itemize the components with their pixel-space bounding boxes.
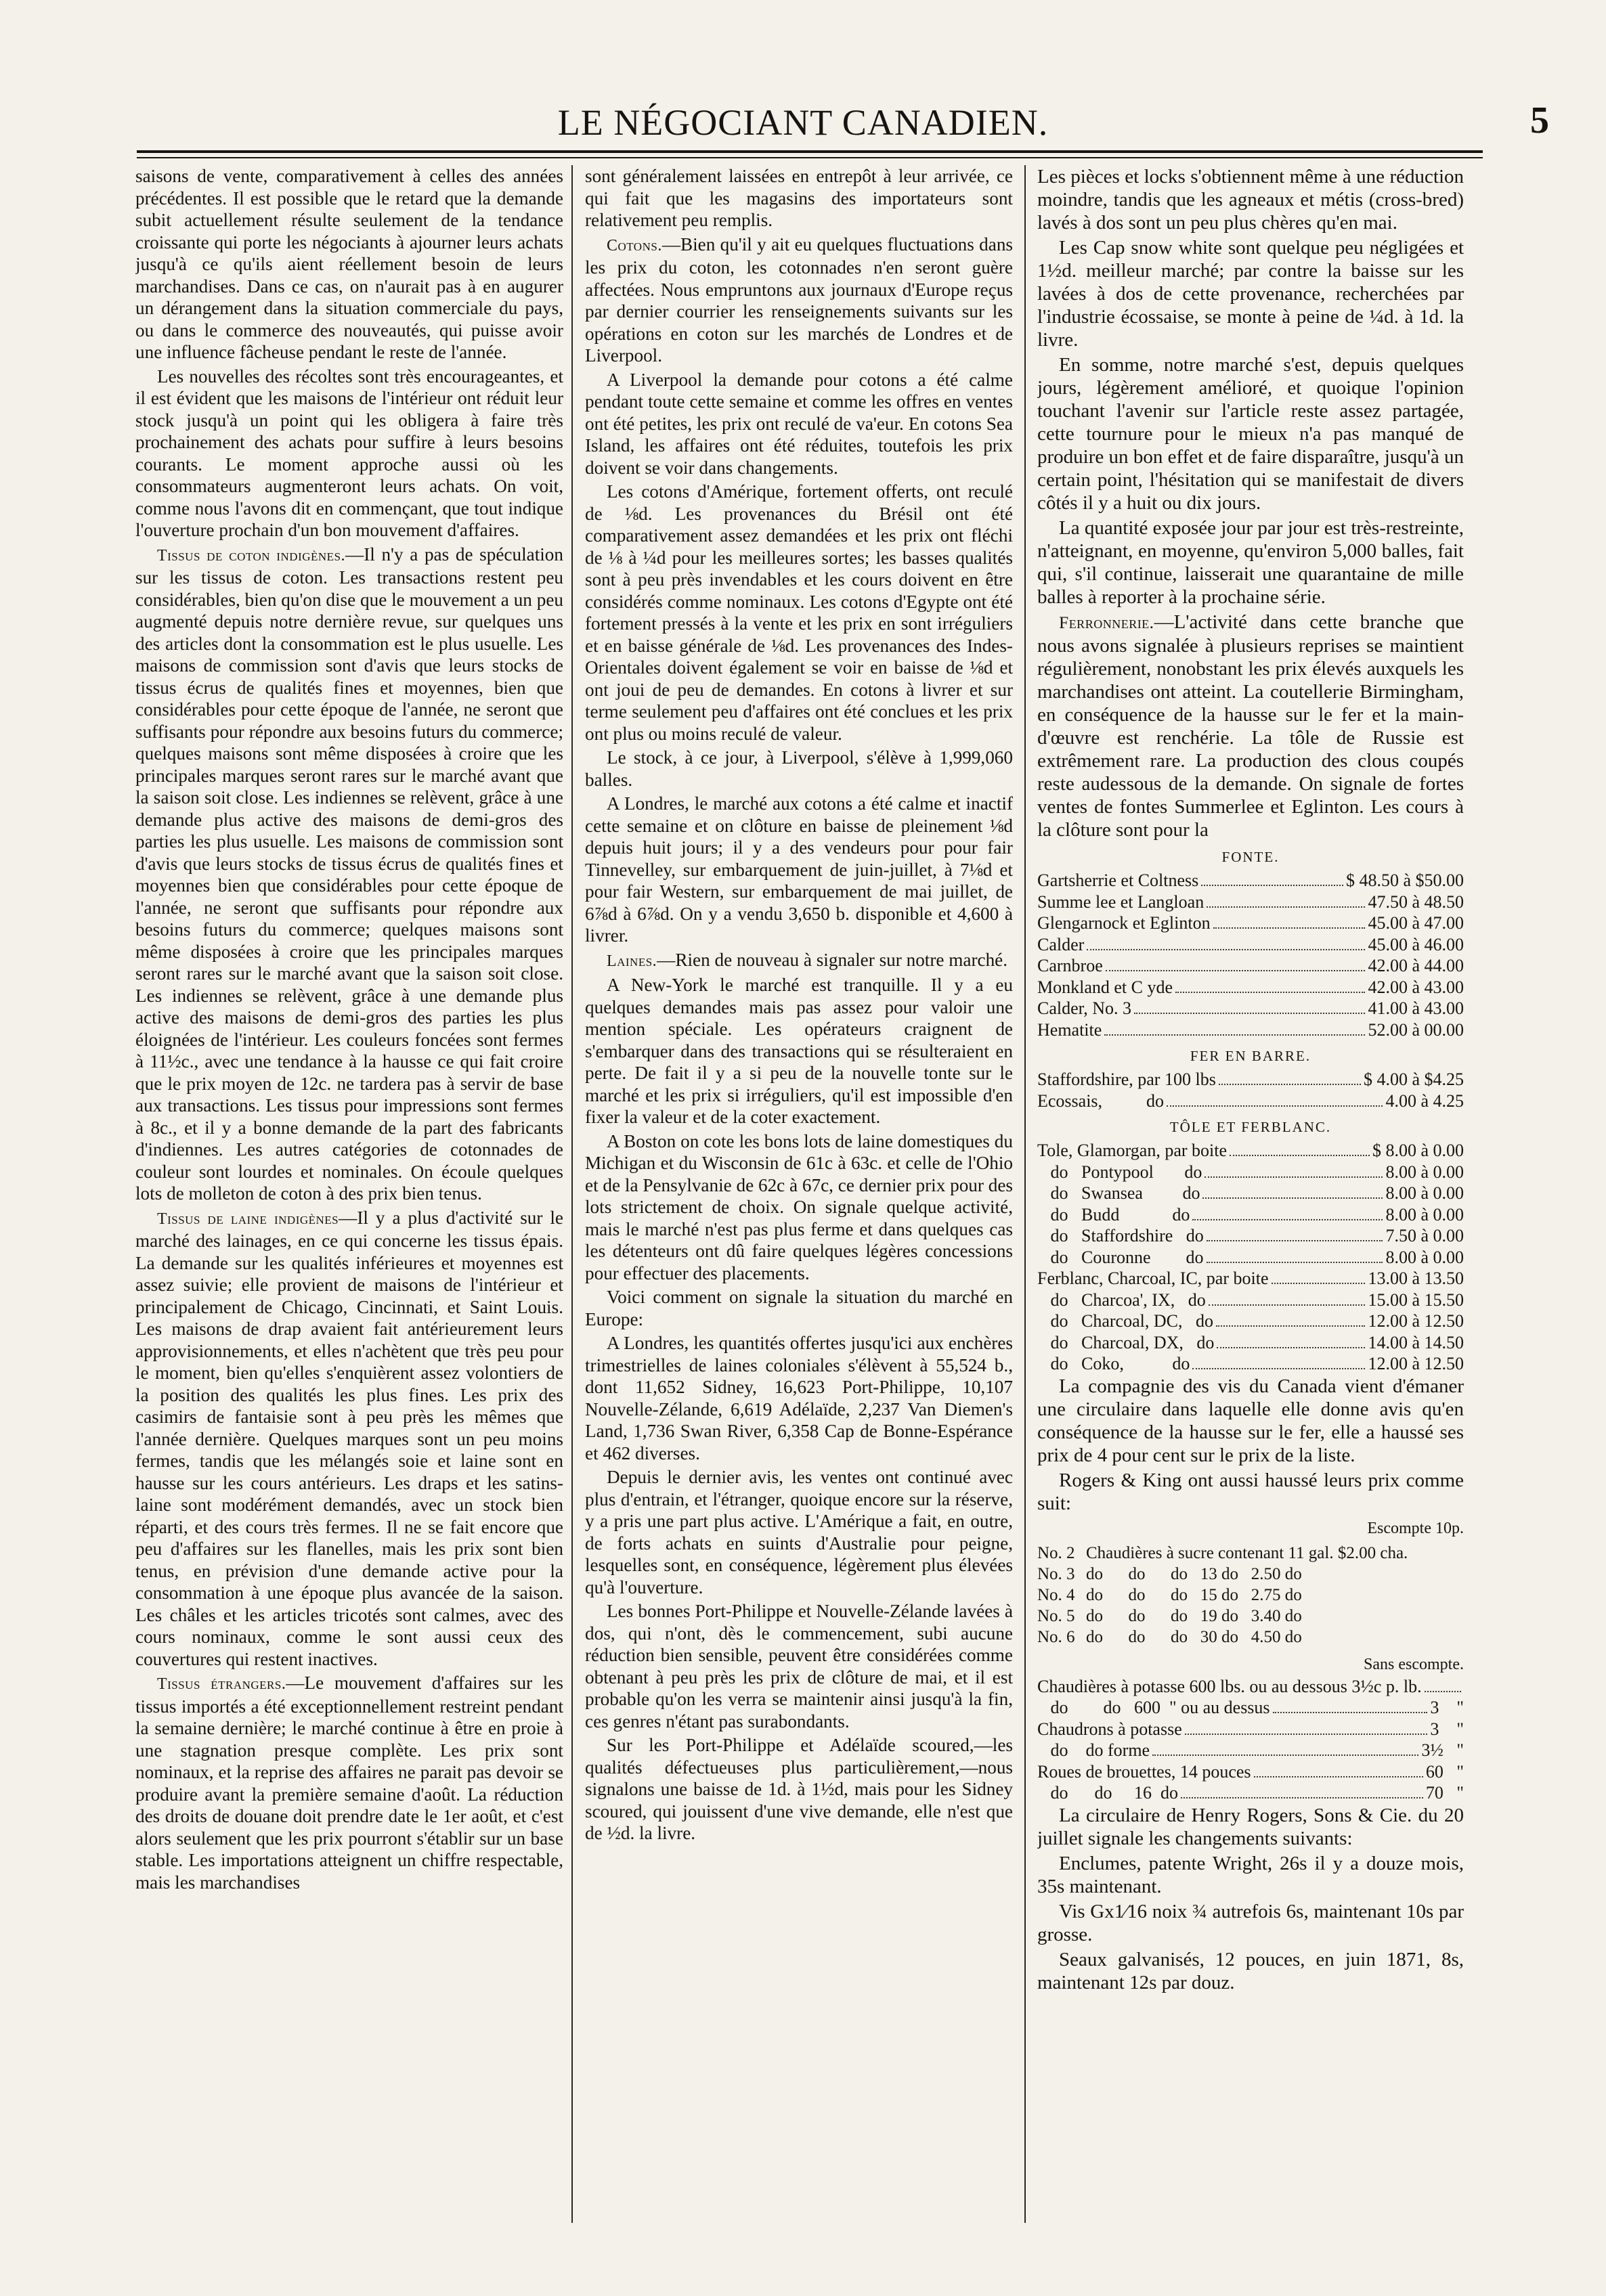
price-item-value: 12.00 à 12.50	[1368, 1311, 1464, 1331]
paragraph: Vis Gx1⁄16 noix ¾ autrefois 6s, maintenant 10s par grosse.	[1037, 1900, 1464, 1945]
paragraph-text: —Bien qu'il y ait eu quelques fluctuations dans les prix du coton, les cotonnades n'en seront guère affectées. Nous empruntons aux journaux d'Europe reçus par dernier courrier les renseignements suivants sur les opérations en coton sur les marchés de Londres et de Liverpool.	[585, 234, 1013, 366]
paragraph-text: —Rien de nouveau à signaler sur notre marché.	[657, 949, 1008, 970]
price-row	[1037, 998, 1464, 1019]
dot-leader	[1152, 1754, 1418, 1756]
paragraph: Les cotons d'Amérique, fortement offerts, ont reculé de ⅛d. Les provenances du Brésil ont été comparativement assez demandées et les prix ont fléchi de ⅛ à ¼d pour les meilleures sortes; les basses qualités sont à peu près invendables et les cours doivent en être considérés comme nominaux. Les cotons d'Egypte ont été fortement pressés à la vente et les prix en sont irréguliers et en baisse générale de ⅛d. Les provenances des Indes-Orientales doivent également se voir en baisse de ⅛d et ont joui de peu de demandes. En cotons à livrer et sur terme seulement peu d'affaires ont été conclues et les prix ont plus ou moins reculé de valeur.	[585, 481, 1013, 744]
price-row	[1037, 977, 1464, 998]
schedule-row	[1037, 1627, 1464, 1648]
price-item-name: Summe lee et Langloan	[1037, 891, 1204, 912]
paragraph: Seaux galvanisés, 12 pouces, en juin 1871, 8s, maintenant 12s par douz.	[1037, 1948, 1464, 1993]
price-item-value: 3 "	[1430, 1719, 1464, 1739]
paragraph: Le stock, à ce jour, à Liverpool, s'élève à 1,999,060 balles.	[585, 747, 1013, 790]
column-middle	[585, 165, 1013, 2223]
paragraph: A New-York le marché est tranquille. Il y a eu quelques demandes mais pas assez pour valoir une mention spéciale. Les opérateurs craignent de s'embarquer dans des transactions qui se résulteraient en perte. De fait il y a si peu de la nouvelle tonte sur le marché et les prix si irréguliers, qu'il est impossible d'en fixer la valeur et de la coter exactement.	[585, 975, 1013, 1127]
schedule-text: do do do 15 do 2.75 do	[1086, 1585, 1302, 1604]
price-row	[1037, 1090, 1464, 1112]
price-table-fer	[1037, 1069, 1464, 1111]
dot-leader	[1192, 1219, 1383, 1220]
price-item-value: $ 48.50 à $50.00	[1345, 870, 1464, 890]
price-item-value: 8.00 à 0.00	[1385, 1183, 1464, 1203]
dot-leader	[1207, 1262, 1383, 1263]
price-item-value: 45.00 à 46.00	[1368, 934, 1464, 954]
no-discount-note: Sans escompte.	[1364, 1655, 1464, 1673]
paragraph: La compagnie des vis du Canada vient d'émaner une circulaire dans laquelle elle donne avis qu'en conséquence de la hausse sur le fer, elle a haussé ses prix de 4 pour cent sur le prix de la liste.	[1037, 1375, 1464, 1466]
column-divider	[1024, 165, 1026, 2223]
price-item-value: 8.00 à 0.00	[1385, 1204, 1464, 1224]
dot-leader	[1087, 949, 1365, 950]
price-item-value: 14.00 à 14.50	[1368, 1332, 1464, 1352]
dot-leader	[1425, 1691, 1461, 1692]
price-item-name: Monkland et C yde	[1037, 977, 1173, 997]
section-heading: Tissus étrangers.	[157, 1675, 286, 1693]
price-item-value: 60 "	[1425, 1761, 1464, 1782]
dot-leader	[1213, 927, 1366, 929]
section-heading: Laines.	[607, 952, 657, 970]
schedule-number: No. 3	[1037, 1564, 1075, 1583]
price-item-name: do Charcoa', IX, do	[1037, 1289, 1206, 1310]
paragraph-cotton	[585, 234, 1013, 367]
paragraph-text: —Il n'y a pas de spéculation sur les tissus de coton. Les transactions restent peu considérables, bien qu'on dise que le mouvement a un peu augmenté depuis notre dernière revue, sur quelques uns des articles dont la consommation est le plus usuelle. Les maisons de commission sont d'avis que leurs stocks de tissus écrus de qualités fines et moyennes, bien que considérables pour cette époque de l'année, ne seront que suffisants pour répondre aux besoins futurs du commerce; quelques maisons sont même disposées à croire que les principales marques seront rares sur le marché avant que la saison soit close. Les indiennes se relèvent, grâce à une demande plus active des maisons de demi-gros des parties les plus usuelle. Les maisons de commission sont d'avis que leurs stocks de tissus écrus de qualités fines et moyennes bien que considérables pour cette époque de l'année, ne seront que suffisants pour répondre aux besoins futurs du commerce; quelques maisons sont même disposées à croire que les principales marques seront rares sur le marché avant que la saison soit close. Les indiennes se relèvent, grâce à une demande plus active des maisons de demi-gros des parties les plus éloignées de l'intérieur. Les couleurs foncées sont fermes à 11½c., avec une tendance à la hausse ce qui fait croire que le prix moyen de 12c. ne tardera pas à servir de base aux transactions. Les tissus pour impressions sont fermes à 8c., et il y a bonne demande de la part des fabricants d'indiennes. Les autres catégories de cotonnades de couleur sont lourdes et nominales. On écoule quelques lots de molleton de coton à des prix bien tenus.	[135, 544, 563, 1204]
dot-leader	[1272, 1283, 1366, 1284]
schedule-text: Chaudières à sucre contenant 11 gal. $2.00 cha.	[1086, 1543, 1408, 1562]
price-item-name: Chaudières à potasse 600 lbs. ou au dessous 3½c p. lb.	[1037, 1676, 1422, 1696]
section-heading: Tissus de laine indigènes	[157, 1210, 339, 1228]
dot-leader	[1185, 1734, 1428, 1735]
schedule-number: No. 6	[1037, 1627, 1075, 1646]
price-item-name: do Charcoal, DC, do	[1037, 1311, 1213, 1331]
paragraph-wool	[585, 949, 1013, 973]
paragraph: Les bonnes Port-Philippe et Nouvelle-Zélande lavées à dos, qui n'ont, dès le commencement, subi aucune réduction bien sensible, peuvent être considérées comme obtenant à peu près les prix de clôture de mai, et il est probable qu'on les verra se maintenir ainsi jusqu'à la fin, ces genres n'étant pas surabondants.	[585, 1601, 1013, 1731]
dot-leader	[1207, 1240, 1383, 1241]
paragraph-wool-textiles	[135, 1207, 563, 1671]
paragraph-hardware	[1037, 611, 1464, 841]
price-row	[1037, 1247, 1464, 1268]
price-item-value: $ 8.00 à 0.00	[1372, 1141, 1464, 1160]
price-item-name: do Pontypool do	[1037, 1162, 1202, 1182]
price-item-value: 70 "	[1425, 1783, 1464, 1803]
price-item-value: 4.00 à 4.25	[1385, 1090, 1464, 1111]
paragraph: En somme, notre marché s'est, depuis quelques jours, légèrement amélioré, et quoique l'opinion touchant l'avenir sur l'article reste assez partagée, cette tournure pour le mieux n'a pas manqué de produire un bon effet et de faire disparaître, jusqu'à un certain point, l'hésitation qui se manifestait de divers côtés il y a huit ou dix jours.	[1037, 354, 1464, 514]
price-row	[1037, 1069, 1464, 1090]
price-item-value: 12.00 à 12.50	[1368, 1354, 1464, 1373]
price-item-value: 41.00 à 43.00	[1368, 998, 1464, 1018]
price-item-name: do Couronne do	[1037, 1247, 1204, 1267]
price-item-value: 42.00 à 44.00	[1368, 956, 1464, 975]
price-item-name: Hematite	[1037, 1019, 1102, 1040]
price-row	[1037, 1332, 1464, 1354]
price-row	[1037, 1697, 1464, 1719]
table-heading-tole: TÔLE ET FERBLANC.	[1169, 1119, 1332, 1135]
paragraph: A Londres, les quantités offertes jusqu'ici aux enchères trimestrielles de laines coloniales s'élèvent à 55,524 b., dont 11,652 Sidney, 16,623 Port-Philippe, 10,107 Nouvelle-Zélande, 6,619 Adélaïde, 2,237 Van Diemen's Land, 1,736 Swan River, 6,358 Cap de Bonne-Espérance et 462 diverses.	[585, 1333, 1013, 1463]
page-number: 5	[1530, 100, 1549, 141]
paragraph-text: —Le mouvement d'affaires sur les tissus importés a été exceptionnellement restreint pendant la semaine dernière; le marché continue à être en proie à une stagnation presque complète. Les prix sont nominaux, et la reprise des affaires ne parait pas devoir se produire avant la première semaine d'août. La réduction des droits de douane doit prendre date le 1er août, et c'est alors seulement que les prix pourront s'établir sur un base stable. Les importations atteignent un chiffre respectable, mais les marchandises	[135, 1673, 563, 1893]
section-heading: Ferronnerie.	[1059, 613, 1154, 632]
paragraph: A Londres, le marché aux cotons a été calme et inactif cette semaine et on clôture en baisse de pleinement ⅛d depuis huit jours; il y a des vendeurs pour pour fair Tinnevelley, sur embarquement de juin-juillet, à 7⅛d et pour fair Western, sur embarquement de mai juillet, de 6⅞d à 6⅞d. On y a vendu 3,650 b. disponible et 4,600 à livrer.	[585, 793, 1013, 946]
price-item-name: do Budd do	[1037, 1204, 1190, 1224]
dot-leader	[1254, 1776, 1423, 1778]
dot-leader	[1209, 1304, 1366, 1306]
paragraph: Depuis le dernier avis, les ventes ont continué avec plus d'entrain, et l'étranger, quoique encore sur la réserve, y a pris une part plus active. L'Amérique a fait, en outre, de forts achats en suints d'Australie pour peigne, lesquelles sont, en conséquence, légèrement plus élevées qu'à l'ouverture.	[585, 1467, 1013, 1597]
price-item-name: Calder	[1037, 934, 1085, 954]
dot-leader	[1207, 906, 1365, 908]
dot-leader	[1273, 1712, 1428, 1713]
schedule-row	[1037, 1585, 1464, 1606]
price-item-name: do Swansea do	[1037, 1183, 1200, 1203]
price-row	[1037, 1782, 1464, 1804]
price-item-name: Carnbroe	[1037, 956, 1103, 975]
price-item-value: 15.00 à 15.50	[1368, 1289, 1464, 1310]
price-row	[1037, 1676, 1464, 1698]
paragraph: A Boston on cote les bons lots de laine domestiques du Michigan et du Wisconsin de 61c à 63c. et celle de l'Ohio et de la Pensylvanie de 62c à 67c, ce dernier prix pour des lots strictement de choix. On signale quelque activité, mais le marché n'est pas plus ferme et dans quelques cas les détenteurs ont dû faire quelques légères concessions pour effectuer des placements.	[585, 1130, 1013, 1283]
price-item-name: Gartsherrie et Coltness	[1037, 870, 1199, 890]
dot-leader	[1217, 1347, 1365, 1348]
price-item-value: 3½ "	[1421, 1740, 1464, 1760]
price-table-tole	[1037, 1140, 1464, 1375]
paragraph: Les Cap snow white sont quelque peu négligées et 1½d. meilleur marché; par contre la baisse sur les lavées à dos de cette provenance, recherchées par l'industrie écossaise, se monte à peine de ¼d. à 1d. la livre.	[1037, 237, 1464, 351]
schedule-text: do do do 30 do 4.50 do	[1086, 1627, 1302, 1646]
price-item-value: $ 4.00 à $4.25	[1363, 1069, 1464, 1089]
dot-leader	[1230, 1155, 1370, 1156]
price-row	[1037, 1140, 1464, 1162]
schedule-number: No. 5	[1037, 1606, 1075, 1625]
paragraph: La quantité exposée jour par jour est très-restreinte, n'atteignant, en moyenne, qu'environ 5,000 balles, fait qui, s'il continue, laisserait une quarantaine de mille balles à reporter à la prochaine série.	[1037, 517, 1464, 608]
dot-leader	[1219, 1084, 1361, 1085]
paragraph: Les nouvelles des récoltes sont très encourageantes, et il est évident que les maisons de l'intérieur ont réduit leur stock jusqu'à un point qui les obligera à faire très prochainement des achats pour suffire à leurs besoins courants. Le moment approche aussi où les consommateurs augmenteront leurs achats. On voit, comme nous l'avons dit en commençant, que tout indique l'ouverture prochain d'un bon mouvement d'affaires.	[135, 366, 563, 540]
price-table-potash	[1037, 1676, 1464, 1804]
price-row	[1037, 1353, 1464, 1375]
price-row	[1037, 1183, 1464, 1204]
price-item-value: 8.00 à 0.00	[1385, 1247, 1464, 1267]
dot-leader	[1175, 992, 1365, 993]
price-item-value: 13.00 à 13.50	[1368, 1268, 1464, 1288]
price-row	[1037, 934, 1464, 956]
schedule-number: No. 2	[1037, 1543, 1075, 1562]
newspaper-masthead: LE NÉGOCIANT CANADIEN.	[557, 102, 1049, 143]
paragraph-text: —L'activité dans cette branche que nous avons signalée à plusieurs reprises se maintient régulièrement, nonobstant les prix élevés auxquels les marchandises ont atteint. La coutellerie Birmingham, en conséquence de la hausse sur le fer et la main-d'œuvre est renchérie. La tôle de Russie est extrêmement rare. La production des clous coupés reste audessous de la demande. On signale de fortes ventes de fontes Summerlee et Eglinton. Les cours à la clôture sont pour la	[1037, 611, 1464, 841]
price-item-name: Ecossais, do	[1037, 1090, 1165, 1111]
table-heading-fer: FER EN BARRE.	[1190, 1048, 1311, 1064]
price-row	[1037, 1310, 1464, 1332]
dot-leader	[1104, 1034, 1365, 1036]
column-divider	[571, 165, 573, 2223]
price-row	[1037, 1019, 1464, 1041]
schedule-number: No. 4	[1037, 1585, 1075, 1604]
paragraph: Enclumes, patente Wright, 26s il y a douze mois, 35s maintenant.	[1037, 1852, 1464, 1897]
price-item-name: Staffordshire, par 100 lbs	[1037, 1069, 1216, 1089]
price-row	[1037, 1740, 1464, 1761]
dot-leader	[1181, 1797, 1423, 1798]
dot-leader	[1201, 885, 1343, 886]
price-row	[1037, 1204, 1464, 1226]
price-item-value: 42.00 à 43.00	[1368, 977, 1464, 997]
price-row	[1037, 870, 1464, 891]
price-item-value: 3 "	[1430, 1698, 1464, 1717]
dot-leader	[1204, 1176, 1383, 1178]
paragraph: Rogers & King ont aussi haussé leurs prix comme suit:	[1037, 1469, 1464, 1514]
price-schedule-rogers-king	[1037, 1543, 1464, 1648]
dot-leader	[1202, 1197, 1383, 1199]
paragraph: sont généralement laissées en entrepôt à leur arrivée, ce qui fait que les magasins des importateurs sont relativement peu remplis.	[585, 166, 1013, 230]
schedule-row	[1037, 1606, 1464, 1627]
price-row	[1037, 912, 1464, 934]
paragraph: La circulaire de Henry Rogers, Sons & Cie. du 20 juillet signale les changements suivants:	[1037, 1804, 1464, 1849]
price-item-name: do Staffordshire do	[1037, 1226, 1204, 1245]
price-row	[1037, 1268, 1464, 1289]
schedule-text: do do do 13 do 2.50 do	[1086, 1564, 1302, 1583]
dot-leader	[1134, 1013, 1365, 1014]
price-item-name: do do 16 do	[1037, 1783, 1178, 1803]
price-row	[1037, 1761, 1464, 1783]
schedule-row	[1037, 1543, 1464, 1564]
price-item-name: Tole, Glamorgan, par boite	[1037, 1141, 1228, 1160]
price-item-name: Glengarnock et Eglinton	[1037, 913, 1211, 933]
price-item-name: Roues de brouettes, 14 pouces	[1037, 1761, 1251, 1782]
price-item-value: 47.50 à 48.50	[1368, 891, 1464, 912]
price-item-value: 52.00 à 00.00	[1368, 1019, 1464, 1040]
price-table-fonte	[1037, 870, 1464, 1040]
price-item-name: Calder, No. 3	[1037, 998, 1132, 1018]
price-item-value: 8.00 à 0.00	[1385, 1162, 1464, 1182]
dot-leader	[1106, 970, 1366, 971]
price-item-name: Chaudrons à potasse	[1037, 1719, 1182, 1739]
column-left	[135, 165, 563, 2223]
masthead-rule-thin	[137, 157, 1483, 158]
paragraph-cotton-textiles	[135, 544, 563, 1205]
paragraph: A Liverpool la demande pour cotons a été calme pendant toute cette semaine et comme les offres en ventes ont été petites, les prix ont reculé de va'eur. En cotons Sea Island, les affaires ont été réduites, toutefois les prix doivent se voir dans changements.	[585, 369, 1013, 478]
discount-note: Escompte 10p.	[1367, 1519, 1464, 1537]
price-item-name: do Charcoal, DX, do	[1037, 1332, 1215, 1352]
price-row	[1037, 1225, 1464, 1247]
section-heading: Tissus de coton indigènes.	[157, 546, 345, 565]
price-row	[1037, 891, 1464, 913]
price-row	[1037, 1289, 1464, 1311]
paragraph-text: —Il y a plus d'activité sur le marché des lainages, en ce qui concerne les tissus épais. La demande sur les qualités inférieures et moyennes est assez suivie; elle provient de maisons de l'intérieur et principalement de Chicago, Cincinnati, et Saint Louis. Les maisons de drap avaient fait antérieurement leurs approvisionnements, et elles n'achètent que très peu pour le moment, bien qu'elles s'enquièrent assez volontiers de la position des qualités les plus fines. Les prix des casimirs de fantaisie sont à peu près les mêmes que l'année dernière. Quelques marques sont un peu moins fermes, tandis que les mélangés soie et laine sont en hausse sur les cours antérieurs. Les draps et les satins-laine sont modérément demandés, avec un stock bien réparti, et des cours très fermes. Il ne se fait encore que peu d'affaires sur les flanelles, mais les prix sont bien tenus, en prévision d'une demande active pour la consommation à une époque plus avancée de la saison. Les châles et les articles tricotés sont calmes, avec des cours nominaux, comme le sont aussi ceux des couvertures qui restent inactives.	[135, 1207, 563, 1669]
table-heading-fonte: FONTE.	[1221, 849, 1280, 865]
schedule-text: do do do 19 do 3.40 do	[1086, 1606, 1302, 1625]
price-row	[1037, 1719, 1464, 1740]
dot-leader	[1192, 1368, 1365, 1369]
masthead-rule	[137, 150, 1483, 153]
dot-leader	[1167, 1105, 1383, 1107]
schedule-row	[1037, 1564, 1464, 1585]
price-item-name: do Coko, do	[1037, 1354, 1190, 1373]
price-row	[1037, 1162, 1464, 1183]
paragraph: Sur les Port-Philippe et Adélaïde scoured,—les qualités défectueuses plus particulièrement,—nous signalons une baisse de 1d. à 1½d, mais pour les Sidney scoured, qui jouissent d'une vive demande, elle n'est que de ½d. la livre.	[585, 1735, 1013, 1843]
dot-leader	[1216, 1325, 1365, 1327]
paragraph-foreign-textiles	[135, 1672, 563, 1893]
column-right	[1037, 165, 1464, 2223]
price-item-name: do do 600 " ou au dessus	[1037, 1698, 1270, 1717]
paragraph: Les pièces et locks s'obtiennent même à une réduction moindre, tandis que les agneaux et métis (cross-bred) lavés à dos sont un peu plus chères qu'en mai.	[1037, 166, 1464, 234]
price-row	[1037, 955, 1464, 977]
paragraph: saisons de vente, comparativement à celles des années précédentes. Il est possible que le retard que la demande subit actuellement résulte seulement de la tendance croissante qui porte les négociants à ajourner leurs achats jusqu'à ce qu'ils aient réellement besoin de leurs marchandises. Dans ce cas, on n'aurait pas à en augurer un dérangement dans la situation commerciale du pays, ou dans le commerce des nouveautés, qui puisse avoir une influence fâcheuse pendant le reste de l'année.	[135, 166, 563, 362]
price-item-name: do do forme	[1037, 1740, 1150, 1760]
price-item-value: 45.00 à 47.00	[1368, 913, 1464, 933]
paragraph: Voici comment on signale la situation du marché en Europe:	[585, 1287, 1013, 1329]
section-heading: Cotons.	[607, 236, 662, 255]
price-item-value: 7.50 à 0.00	[1385, 1226, 1464, 1245]
price-item-name: Ferblanc, Charcoal, IC, par boite	[1037, 1268, 1269, 1288]
